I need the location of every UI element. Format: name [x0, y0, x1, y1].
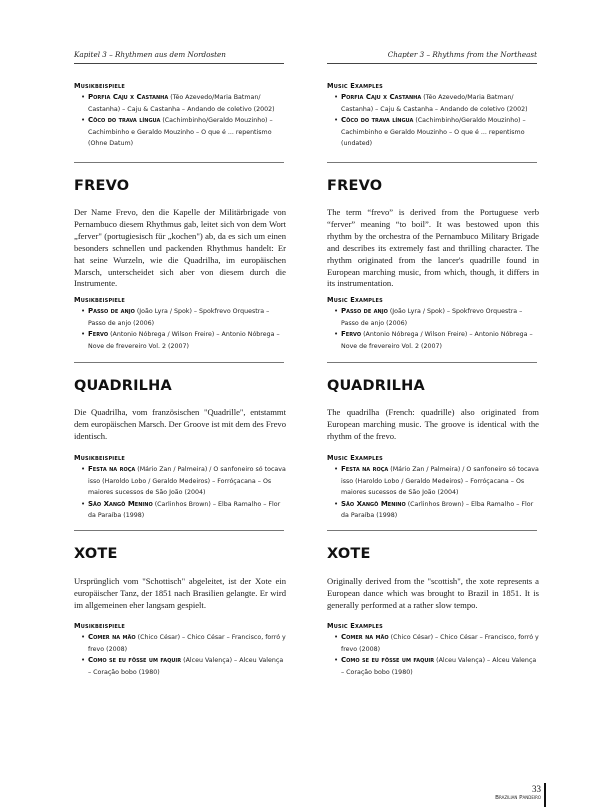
- section-title-quadrilha-en: QUADRILHA: [327, 378, 425, 394]
- section-divider: [327, 362, 537, 363]
- track-title: Porfia Caju x Castanha: [341, 93, 422, 101]
- list-item: • São Xangô Menino (Carlinhos Brown) – Elba Ramalho – Flor da Paraíba (1998): [334, 499, 534, 520]
- track-credits: (Antonio Nóbrega / Wilson Freire) – Antonio Nóbrega – Nove de frevereiro Vol. 2 (2007): [88, 331, 280, 350]
- header-rule-left: [74, 63, 284, 64]
- paragraph-text: Ursprünglich vom "Schottisch" abgeleitet, ist der Xote ein europäischer Tanz, der 1851 nach Brasilien gelangte. Er wird im allgemeinen eher langsam gespielt.: [74, 576, 286, 610]
- track-credits: (Antonio Nóbrega / Wilson Freire) – Antonio Nóbrega – Nove de frevereiro Vol. 2 (2007): [341, 331, 533, 350]
- track-title: Comer na mão: [88, 633, 136, 641]
- section-title-xote-de: XOTE: [74, 546, 118, 562]
- list-item: • Como se eu fôsse um faquir (Alceu Valença) – Alceu Valença – Coração bobo (1980): [81, 656, 284, 676]
- paragraph-text: Die Quadrilha, vom französischen "Quadrille", entstammt dem europäischen Marsch. Der Groove ist mit dem des Frevo identisch.: [74, 407, 286, 441]
- music-examples-heading: Musikbeispiele: [74, 454, 125, 462]
- track-credits: (Carlinhos Brown) – Elba Ramalho – Flor da Paraíba (1998): [88, 500, 281, 520]
- music-examples-heading: Music Examples: [327, 454, 383, 462]
- frevo-paragraph-en: [327, 207, 539, 290]
- track-title: Porfia Caju x Castanha: [88, 93, 169, 101]
- track-credits: (Chico César) – Chico César – Francisco, forró y frevo (2008): [341, 634, 539, 653]
- xote-paragraph-de: [74, 576, 286, 612]
- paragraph-text: Originally derived from the "scottish", the xote represents a European dance which was brought to Brazil in 1851. It is generally performed at a rather slow tempo.: [327, 576, 539, 610]
- quadrilha-paragraph-de: [74, 407, 286, 443]
- paragraph-text: The term “frevo” is derived from the Portuguese verb “ferver” meaning “to boil”. It was bestowed upon this rhythm by the orchestra of the Pernambuco Military Brigade and describes its extremely fast and thrilling character. The rhythm originated from the lancer's quadrille found in European marching music, from which, though, it differs in its instrumentation.: [327, 207, 539, 289]
- list-item: • Passo de anjo (João Lyra / Spok) – Spokfrevo Orquestra – Passo de anjo (2006): [81, 307, 270, 327]
- list-item: • Passo de anjo (João Lyra / Spok) – Spokfrevo Orquestra – Passo de anjo (2006): [334, 307, 523, 327]
- track-title: Passo de anjo: [88, 307, 135, 315]
- track-credits: (Téo Azevedo/Maria Batman/ Castanha) – Caju & Castanha – Andando de coletivo (2002): [88, 94, 275, 113]
- section-title-frevo-en: FREVO: [327, 178, 383, 194]
- track-title: Como se eu fôsse um faquir: [341, 656, 435, 665]
- list-item: • Côco do trava língua (Cachimbinho/Geraldo Mouzinho) – Cachimbinho e Geraldo Mouzinho – O que é ... repentismo (Ohne Datum): [81, 116, 273, 148]
- list-item: • Côco do trava língua (Cachimbinho/Geraldo Mouzinho) – Cachimbinho e Geraldo Mouzinho – O que é ... repentismo (undated): [334, 116, 526, 148]
- quadrilha-examples-de: [74, 454, 286, 522]
- track-title: São Xangô Menino: [88, 499, 153, 508]
- running-header-right: Chapter 3 – Rhythms from the Northeast: [387, 50, 537, 59]
- track-title: Côco do trava língua: [341, 116, 414, 125]
- footer-bar: [544, 783, 546, 807]
- list-item: • Porfia Caju x Castanha (Téo Azevedo/Maria Batman/ Castanha) – Caju & Castanha – Andando de coletivo (2002): [81, 93, 275, 113]
- music-examples-heading: Music Examples: [327, 296, 383, 304]
- page-number: 33: [532, 784, 541, 794]
- track-credits: (Cachimbinho/Geraldo Mouzinho) – Cachimbinho e Geraldo Mouzinho – O que é ... repentismo (Ohne Datum): [88, 117, 273, 148]
- track-title: Festa na roça: [88, 465, 136, 473]
- list-item: • Fervo (Antonio Nóbrega / Wilson Freire) – Antonio Nóbrega – Nove de frevereiro Vol. 2 (2007): [81, 330, 280, 350]
- track-title: São Xangô Menino: [341, 499, 406, 508]
- list-item: • Porfia Caju x Castanha (Téo Azevedo/Maria Batman/ Castanha) – Caju & Castanha – Andando de coletivo (2002): [334, 93, 528, 113]
- music-examples-heading: Musikbeispiele: [74, 82, 125, 90]
- track-credits: (João Lyra / Spok) – Spokfrevo Orquestra – Passo de anjo (2006): [88, 308, 270, 327]
- track-credits: (João Lyra / Spok) – Spokfrevo Orquestra – Passo de anjo (2006): [341, 308, 523, 327]
- section-divider: [327, 162, 537, 163]
- music-examples-heading: Music Examples: [327, 622, 383, 630]
- top-examples-de: [74, 82, 286, 150]
- book-title: Brazilian Pandeiro: [495, 795, 541, 801]
- list-item: • Festa na roça (Mário Zan / Palmeira) / O sanfoneiro só tocava isso (Haroldo Lobo / Geraldo Medeiros) – Forróçacana – Os maiores sucessos de São João (2004): [334, 465, 539, 497]
- list-item: • Fervo (Antonio Nóbrega / Wilson Freire) – Antonio Nóbrega – Nove de frevereiro Vol. 2 (2007): [334, 330, 533, 350]
- track-title: Fervo: [88, 330, 109, 339]
- quadrilha-examples-en: [327, 454, 539, 522]
- list-item: • Como se eu fôsse um faquir (Alceu Valença) – Alceu Valença – Coração bobo (1980): [334, 656, 537, 676]
- track-credits: (Chico César) – Chico César – Francisco, forró y frevo (2008): [88, 634, 286, 653]
- xote-examples-de: [74, 622, 286, 678]
- header-rule-right: [327, 63, 537, 64]
- section-title-frevo-de: FREVO: [74, 178, 130, 194]
- track-title: Côco do trava língua: [88, 116, 161, 125]
- track-title: Como se eu fôsse um faquir: [88, 656, 182, 665]
- quadrilha-paragraph-en: [327, 407, 539, 443]
- section-divider: [74, 362, 284, 363]
- section-divider: [74, 530, 284, 531]
- section-title-xote-en: XOTE: [327, 546, 371, 562]
- track-credits: (Téo Azevedo/Maria Batman/ Castanha) – Caju & Castanha – Andando de coletivo (2002): [341, 94, 528, 113]
- top-examples-en: [327, 82, 539, 150]
- xote-examples-en: [327, 622, 539, 678]
- music-examples-heading: Musikbeispiele: [74, 622, 125, 630]
- section-divider: [74, 162, 284, 163]
- track-title: Passo de anjo: [341, 307, 388, 315]
- list-item: • Comer na mão (Chico César) – Chico César – Francisco, forró y frevo (2008): [334, 633, 539, 653]
- paragraph-text: Der Name Frevo, den die Kapelle der Militärbrigade von Pernambuco diesem Rhythmus gab, leitet sich von dem Wort „ferver" (portugiesisch für „kochen") ab, da es sich um einen besonders schnellen und packenden Rhythmus handelt: Er hat seine Wurzeln, wie die Quadrilha, im europäischen Marsch, unterscheidet sich aber von diesem durch die Instrumente.: [74, 207, 286, 289]
- track-credits: (Mário Zan / Palmeira) / O sanfoneiro só tocava isso (Haroldo Lobo / Geraldo Medeiros) – Forróçacana – Os maiores sucessos de São João (2004): [341, 466, 539, 497]
- track-credits: (Cachimbinho/Geraldo Mouzinho) – Cachimbinho e Geraldo Mouzinho – O que é ... repentismo (undated): [341, 117, 526, 148]
- track-credits: (Alceu Valença) – Alceu Valença – Coração bobo (1980): [341, 657, 537, 676]
- frevo-examples-en: [327, 296, 539, 352]
- track-credits: (Alceu Valença) – Alceu Valença – Coração bobo (1980): [88, 657, 284, 676]
- running-header-left: Kapitel 3 – Rhythmen aus dem Nordosten: [74, 50, 226, 59]
- track-title: Festa na roça: [341, 465, 389, 473]
- track-title: Fervo: [341, 330, 362, 339]
- frevo-paragraph-de: [74, 207, 286, 290]
- track-credits: (Mário Zan / Palmeira) / O sanfoneiro só tocava isso (Haroldo Lobo / Geraldo Medeiros) – Forróçacana – Os maiores sucessos de São João (2004): [88, 466, 286, 497]
- section-title-quadrilha-de: QUADRILHA: [74, 378, 172, 394]
- frevo-examples-de: [74, 296, 286, 352]
- track-title: Comer na mão: [341, 633, 389, 641]
- list-item: • Festa na roça (Mário Zan / Palmeira) / O sanfoneiro só tocava isso (Haroldo Lobo / Geraldo Medeiros) – Forróçacana – Os maiores sucessos de São João (2004): [81, 465, 286, 497]
- paragraph-text: The quadrilha (French: quadrille) also originated from European marching music. The groove is identical with the rhythm of the frevo.: [327, 407, 539, 441]
- track-credits: (Carlinhos Brown) – Elba Ramalho – Flor da Paraíba (1998): [341, 500, 534, 520]
- section-divider: [327, 530, 537, 531]
- list-item: • Comer na mão (Chico César) – Chico César – Francisco, forró y frevo (2008): [81, 633, 286, 653]
- music-examples-heading: Musikbeispiele: [74, 296, 125, 304]
- list-item: • São Xangô Menino (Carlinhos Brown) – Elba Ramalho – Flor da Paraíba (1998): [81, 499, 281, 520]
- xote-paragraph-en: [327, 576, 539, 612]
- music-examples-heading: Music Examples: [327, 82, 383, 90]
